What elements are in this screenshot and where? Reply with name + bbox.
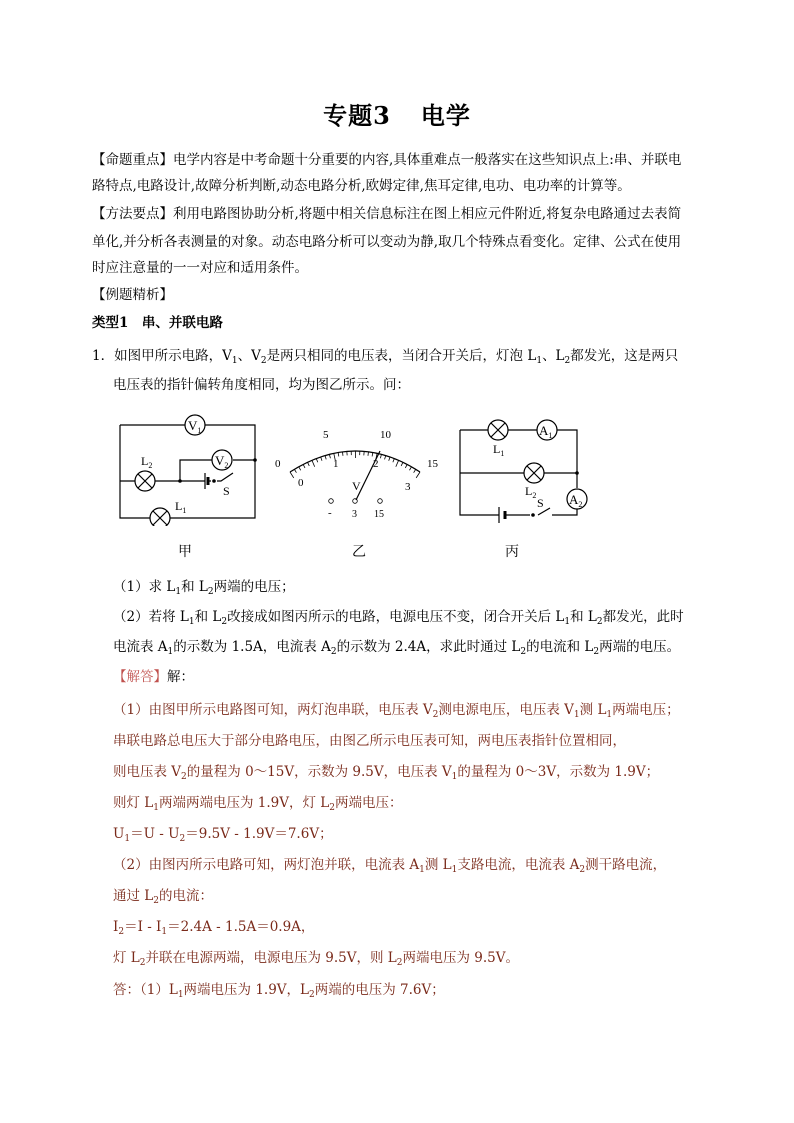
key-point-line-2: 路特点,电路设计,故障分析判断,动态电路分析,欧姆定律,焦耳定律,电功、电功率的计算等。 xyxy=(92,178,631,194)
answer-line-3: 则电压表 $V_2$的量程为 0～15V，示数为 9.5V，电压表 $V_1$的量程为 0～3V，示数为 1.9V； xyxy=(113,764,660,782)
dial-tick xyxy=(308,462,310,466)
terminal-neg: - xyxy=(328,507,332,519)
caption-yi: 乙 xyxy=(352,544,366,560)
type-heading: 类型1 串、并联电路 xyxy=(92,315,223,331)
terminal-15: 15 xyxy=(374,509,384,520)
answer-line-2: 串联电路总电压大于部分电路电压，由图乙所示电压表可知，两电压表指针位置相同， xyxy=(113,733,626,749)
answer-label: 【解答】 xyxy=(113,669,167,685)
answer-line-1: （1）由图甲所示电路图可知，两灯泡串联，电压表 $V_2$测电源电压，电压表 $V_1$测 $L_1$两端电压； xyxy=(113,702,680,720)
answer-line-10: 答：$(1)L_1$两端电压为 1.9V，$L_2$两端的电压为 7.6V； xyxy=(113,982,445,1000)
answer-line-5: $U_1=U - U_2=9.5V - 1.9V=7.6V$； xyxy=(113,826,333,844)
method-line-1: 【方法要点】利用电路图协助分析,将题中相关信息标注在图上相应元件附近,将复杂电路通过去表简 xyxy=(92,206,682,222)
dial-tick xyxy=(393,459,394,463)
dial-tick xyxy=(414,469,416,472)
key-point-label: 【命题重点】 xyxy=(92,152,173,168)
answer-line-9: 灯 $L_2$并联在电源两端，电源电压为 9.5V，则 $L_2$两端电压为 9.5V。 xyxy=(113,950,520,968)
caption-jia: 甲 xyxy=(178,544,192,560)
method-label: 【方法要点】 xyxy=(92,206,173,222)
svg-text:3: 3 xyxy=(405,481,411,493)
jia-v1-label: $V_1$ xyxy=(188,418,202,435)
question-line-2: 电压表的指针偏转角度相同，均为图乙所示。问： xyxy=(113,377,410,393)
question-line-1: 1．如图甲所示电路，$V_1$、$V_2$是两只相同的电压表，当闭合开关后，灯泡 $L_1$、$L_2$都发光，这是两只 xyxy=(92,348,679,366)
answer-line-8: $I_2=I - I_1=2.4A - 1.5A=0.9A$， xyxy=(113,919,315,937)
caption-bing: 丙 xyxy=(505,544,519,560)
dial-tick xyxy=(290,472,294,478)
dial-tick xyxy=(372,452,373,456)
answer-heading: 【解答】解： xyxy=(113,669,194,685)
svg-text:10: 10 xyxy=(380,429,391,441)
dial-tick xyxy=(389,457,390,461)
bing-l2-label: $L_2$ xyxy=(525,484,537,500)
dial-tick xyxy=(312,460,315,466)
title-part1: 专题3 xyxy=(323,101,391,130)
dial-tick xyxy=(316,459,317,463)
dial-tick xyxy=(303,464,305,468)
dial-tick xyxy=(416,472,420,478)
dial-tick xyxy=(325,456,326,460)
bing-switch-label: S xyxy=(537,496,544,510)
title-part2: 电学 xyxy=(420,101,471,130)
answer-line-7: 通过 $L_2$的电流： xyxy=(113,888,213,906)
sub-question-1: （1）求 $L_1$和 $L_2$两端的电压； xyxy=(113,579,295,597)
meter-unit: V xyxy=(352,479,361,493)
dial-tick xyxy=(299,467,301,471)
example-heading: 【例题精析】 xyxy=(92,287,173,303)
bing-l1-label: $L_1$ xyxy=(493,442,505,458)
dial-tick xyxy=(329,454,330,458)
dial-tick xyxy=(405,464,407,468)
method-line-3: 时应注意量的一一对应和适用条件。 xyxy=(92,260,308,276)
dial-tick xyxy=(321,457,322,461)
jia-l1-label: $L_1$ xyxy=(175,499,187,515)
svg-text:0: 0 xyxy=(298,477,304,489)
svg-text:2: 2 xyxy=(373,458,379,470)
dial-tick xyxy=(396,460,399,466)
dial-tick xyxy=(368,452,369,456)
dial-tick xyxy=(342,452,343,456)
dial-tick xyxy=(338,452,339,456)
page-title xyxy=(0,96,794,131)
svg-text:15: 15 xyxy=(427,458,438,470)
sub-question-2-cont: 电流表 $A_1$的示数为 1.5A，电流表 $A_2$的示数为 2.4A，求此时通过 $L_2$的电流和 $L_2$两端的电压。 xyxy=(113,639,681,657)
jia-l2-label: $L_2$ xyxy=(141,454,153,470)
dial-tick xyxy=(294,469,296,472)
bing-a1-label: $A_1$ xyxy=(539,423,553,440)
sub-question-2: （2）若将 $L_1$和 $L_2$改接成如图丙所示的电路，电源电压不变，闭合开关后 $L_1$和 $L_2$都发光，此时 xyxy=(113,609,684,627)
svg-text:1: 1 xyxy=(333,458,339,470)
answer-line-4: 则灯 $L_1$两端两端电压为 1.9V，灯 $L_2$两端电压： xyxy=(113,795,403,813)
terminal-3: 3 xyxy=(352,509,357,520)
answer-line-6: （2）由图丙所示电路可知，两灯泡并联，电流表 $A_1$测 $L_1$支路电流，电流表 $A_2$测干路电流， xyxy=(113,857,667,875)
jia-v2-label: $V_2$ xyxy=(215,453,229,470)
dial-tick xyxy=(401,462,403,466)
figure-bing-circuit xyxy=(455,415,595,525)
dial-tick xyxy=(385,456,386,460)
figure-jia-circuit xyxy=(115,410,265,526)
jia-switch-label: S xyxy=(223,484,230,498)
svg-text:0: 0 xyxy=(275,458,281,470)
dial-tick xyxy=(380,454,381,458)
method-line-2: 单化,并分析各表测量的对象。动态电路分析可以变动为静,取几个特殊点看变化。定律、公式在使用 xyxy=(92,234,682,250)
key-point-line-1: 【命题重点】电学内容是中考命题十分重要的内容,具体重难点一般落实在这些知识点上:串、并联电 xyxy=(92,152,682,168)
figure-yi-voltmeter xyxy=(268,420,448,524)
bing-a2-label: $A_2$ xyxy=(569,492,583,509)
dial-tick xyxy=(409,467,411,470)
svg-text:5: 5 xyxy=(323,429,329,441)
